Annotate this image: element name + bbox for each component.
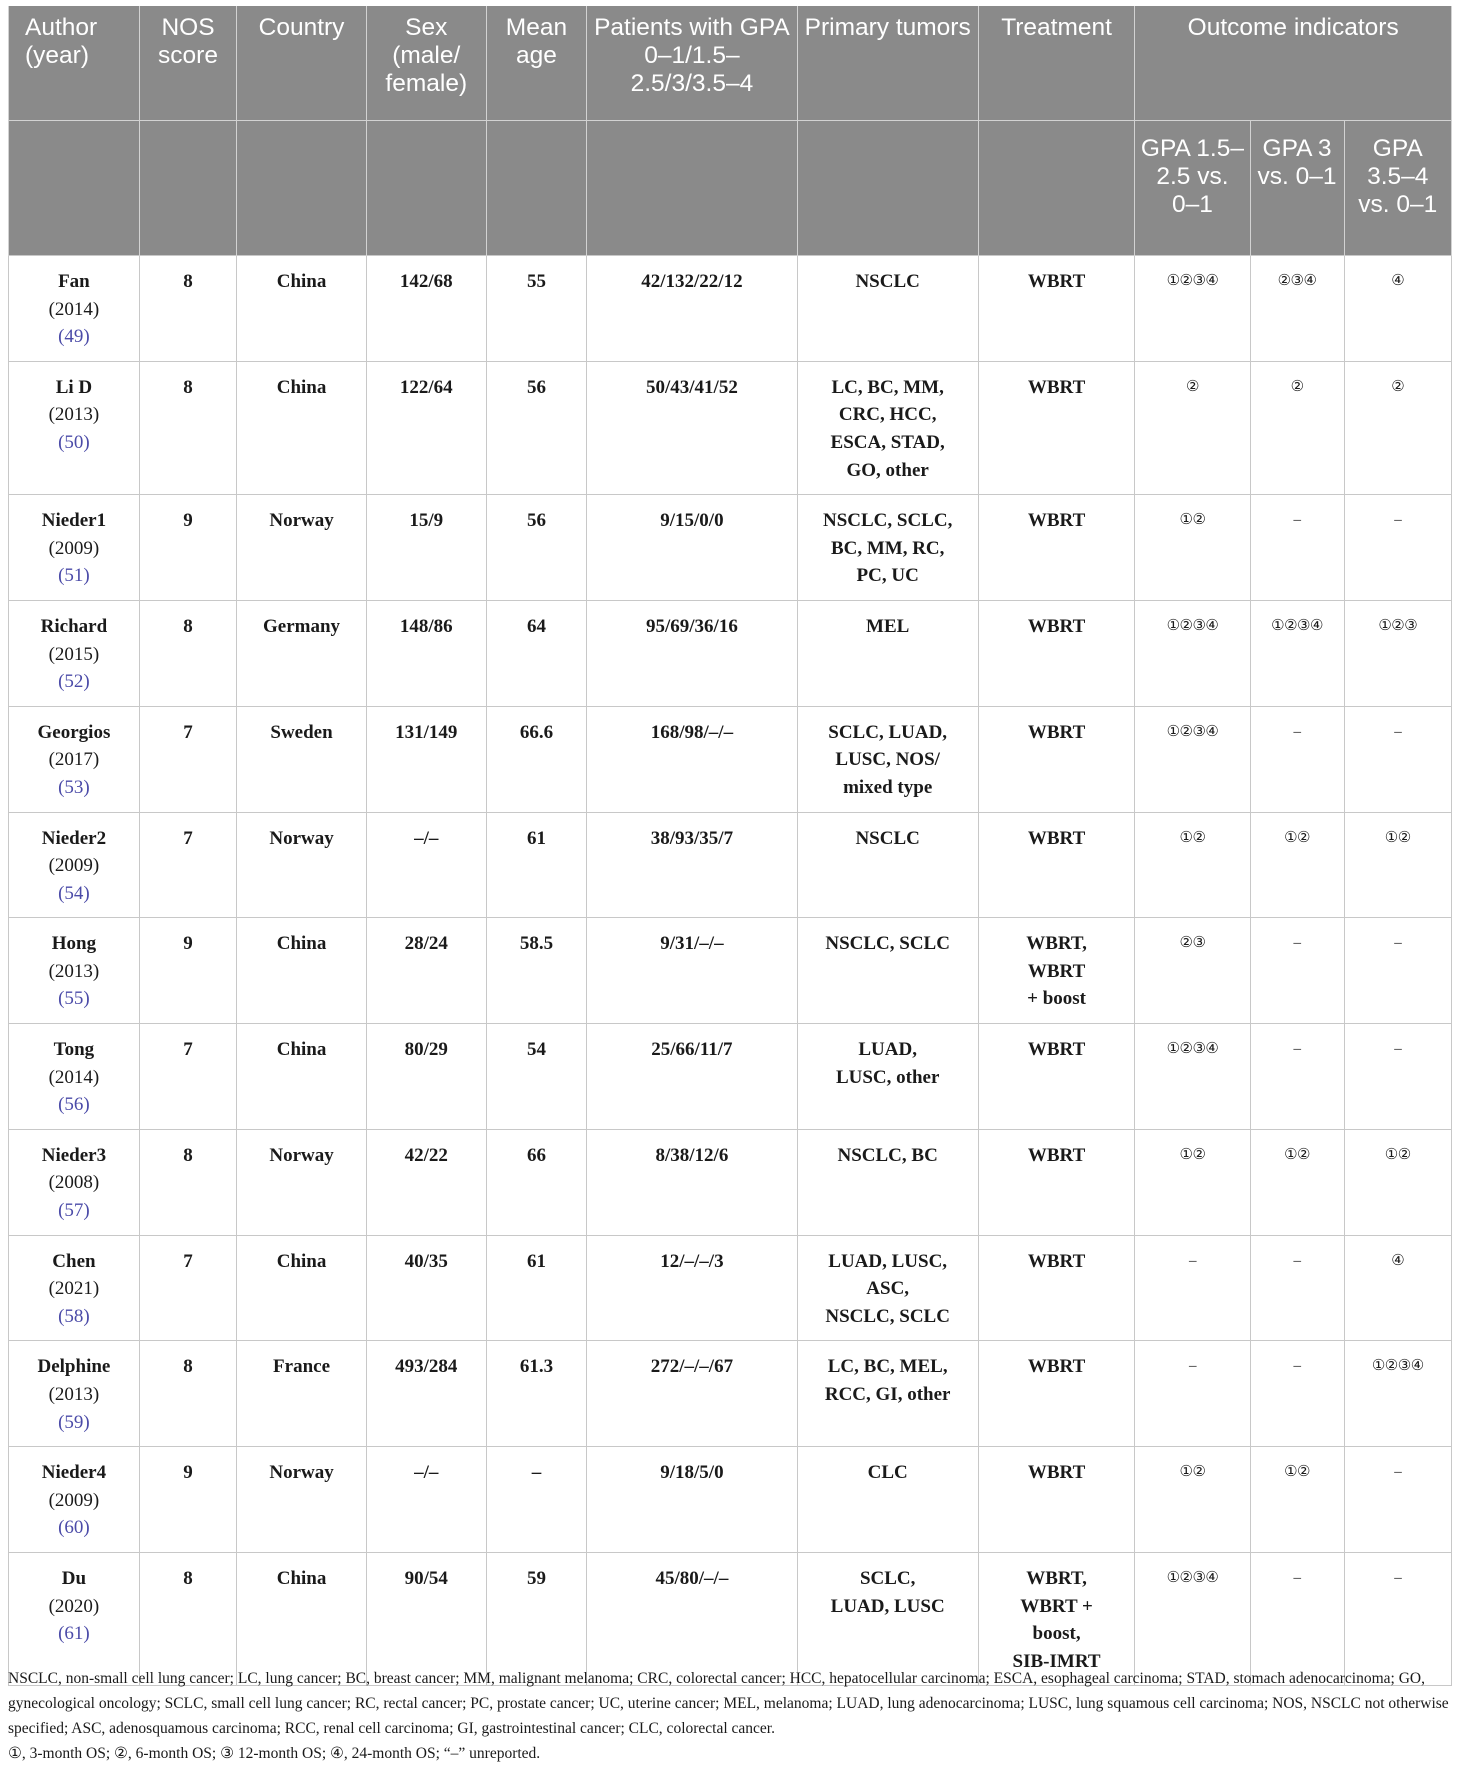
cell-outcome-gpa-3: ②③④ (1250, 256, 1344, 362)
cell-outcome-gpa-3-5-4: ④ (1344, 256, 1451, 362)
header-author: Author (year) (9, 6, 140, 121)
cell-outcome-gpa-1-5-2-5: ①② (1135, 1129, 1250, 1235)
cell-outcome-gpa-3-5-4: ①②③ (1344, 600, 1451, 706)
cell-country: Norway (237, 1129, 367, 1235)
reference-number[interactable]: 58 (64, 1305, 84, 1327)
cell-treatment: WBRT (978, 1235, 1135, 1341)
cell-outcome-gpa-1-5-2-5: ②③ (1135, 918, 1250, 1024)
cell-treatment: WBRT, WBRT + boost, SIB-IMRT (978, 1552, 1135, 1685)
subheader-gpa-1-5-2-5: GPA 1.5– 2.5 vs. 0–1 (1135, 121, 1250, 256)
reference-link[interactable]: (54) (58, 882, 90, 904)
author-year: (2008) (48, 1172, 100, 1194)
cell-sex: 90/54 (366, 1552, 486, 1685)
cell-country: Norway (237, 1447, 367, 1553)
cell-gpa-patients: 45/80/–/– (587, 1552, 797, 1685)
table-body (9, 256, 1452, 1686)
cell-treatment: WBRT (978, 1129, 1135, 1235)
cell-country: Sweden (237, 706, 367, 812)
cell-country: China (237, 361, 367, 494)
cell-nos-score: 8 (139, 256, 236, 362)
reference-number[interactable]: 52 (64, 671, 84, 693)
cell-country: China (237, 1552, 367, 1685)
cell-mean-age: 58.5 (486, 918, 587, 1024)
footnote-abbreviations: NSCLC, non-small cell lung cancer; LC, lung cancer; BC, breast cancer; MM, malignant melanoma; CRC, colorectal cancer; HCC, hepatocellular carcinoma; ESCA, esophageal carcinoma; STAD, stomach adenocarcinoma; GO, gynecological oncology; SCLC, small cell lung cancer; RC, rectal cancer; PC, prostate cancer; UC, uterine cancer; MEL, melanoma; LUAD, lung adenocarcinoma; LUSC, lung squamous cell carcinoma; NOS, NSCLC not otherwise specified; ASC, adenosquamous carcinoma; RCC, renal cell carcinoma; GI, gastrointestinal cancer; CLC, colorectal cancer. (8, 1670, 1449, 1737)
cell-country: Germany (237, 600, 367, 706)
cell-outcome-gpa-3: – (1250, 1552, 1344, 1685)
author-year: (2009) (48, 1489, 100, 1511)
cell-outcome-gpa-3-5-4: ④ (1344, 1235, 1451, 1341)
subheader-gpa-3: GPA 3 vs. 0–1 (1250, 121, 1344, 256)
cell-country: France (237, 1341, 367, 1447)
author-year: (2013) (48, 1384, 100, 1405)
author-name: Nieder3 (41, 1144, 107, 1166)
cell-nos-score: 9 (139, 918, 236, 1024)
header-treatment: Treatment (978, 6, 1135, 121)
cell-outcome-gpa-1-5-2-5: ①②③④ (1135, 1552, 1250, 1685)
cell-gpa-patients: 8/38/12/6 (587, 1129, 797, 1235)
reference-number[interactable]: 55 (64, 988, 84, 1010)
cell-mean-age: 55 (486, 256, 587, 362)
cell-outcome-gpa-3-5-4: – (1344, 1447, 1451, 1553)
cell-nos-score: 8 (139, 1341, 236, 1447)
cell-author (9, 361, 140, 494)
cell-outcome-gpa-3: – (1250, 1024, 1344, 1130)
author-name: Nieder1 (41, 510, 107, 532)
author-name: Nieder2 (41, 827, 107, 849)
reference-link[interactable]: (52) (58, 671, 90, 693)
header-blank (139, 121, 236, 256)
author-year: (2013) (48, 960, 100, 982)
header-blank (237, 121, 367, 256)
reference-number[interactable]: 57 (64, 1200, 84, 1222)
cell-outcome-gpa-1-5-2-5: – (1135, 1235, 1250, 1341)
header-blank (978, 121, 1135, 256)
author-name: Chen (52, 1250, 96, 1272)
cell-primary-tumors: NSCLC (797, 812, 978, 918)
cell-mean-age: 56 (486, 361, 587, 494)
reference-number[interactable]: 60 (64, 1517, 84, 1539)
cell-gpa-patients: 168/98/–/– (587, 706, 797, 812)
table-row (9, 361, 1452, 494)
cell-author (9, 1235, 140, 1341)
cell-treatment: WBRT (978, 600, 1135, 706)
header-mean-age: Mean age (486, 6, 587, 121)
author-name: Nieder4 (41, 1462, 107, 1484)
footnote-legend: ①, 3-month OS; ②, 6-month OS; ③ 12-month OS; ④, 24-month OS; “–” unreported. (8, 1745, 541, 1762)
reference-link[interactable]: (53) (58, 776, 90, 798)
cell-author (9, 256, 140, 362)
cell-mean-age: 54 (486, 1024, 587, 1130)
author-year: (2015) (48, 643, 100, 665)
cell-author (9, 1447, 140, 1553)
author-year: (2021) (48, 1278, 100, 1300)
cell-primary-tumors: NSCLC, SCLC, BC, MM, RC, PC, UC (797, 495, 978, 601)
cell-outcome-gpa-1-5-2-5: ①② (1135, 812, 1250, 918)
cell-outcome-gpa-1-5-2-5: ①②③④ (1135, 256, 1250, 362)
cell-primary-tumors: NSCLC (797, 256, 978, 362)
cell-sex: 15/9 (366, 495, 486, 601)
cell-outcome-gpa-3: ①② (1250, 812, 1344, 918)
cell-sex: 122/64 (366, 361, 486, 494)
cell-nos-score: 7 (139, 706, 236, 812)
cell-outcome-gpa-3: – (1250, 706, 1344, 812)
cell-outcome-gpa-3-5-4: – (1344, 706, 1451, 812)
cell-outcome-gpa-3-5-4: ①②③④ (1344, 1341, 1451, 1447)
cell-gpa-patients: 25/66/11/7 (587, 1024, 797, 1130)
author-year: (2017) (48, 749, 100, 771)
author-year: (2009) (48, 537, 100, 559)
cell-treatment: WBRT (978, 1447, 1135, 1553)
cell-treatment: WBRT (978, 495, 1135, 601)
cell-author (9, 600, 140, 706)
header-blank (9, 121, 140, 256)
reference-number[interactable]: 56 (64, 1094, 84, 1116)
cell-sex: –/– (366, 812, 486, 918)
reference-link[interactable]: (59) (58, 1411, 90, 1433)
table-row (9, 1341, 1452, 1447)
cell-primary-tumors: LUAD, LUSC, ASC, NSCLC, SCLC (797, 1235, 978, 1341)
cell-outcome-gpa-3-5-4: – (1344, 1024, 1451, 1130)
cell-nos-score: 9 (139, 495, 236, 601)
cell-outcome-gpa-1-5-2-5: ①② (1135, 1447, 1250, 1553)
cell-treatment: WBRT (978, 256, 1135, 362)
cell-primary-tumors: LUAD, LUSC, other (797, 1024, 978, 1130)
table-row (9, 918, 1452, 1024)
cell-country: China (237, 1235, 367, 1341)
cell-primary-tumors: MEL (797, 600, 978, 706)
reference-number[interactable]: 61 (64, 1623, 84, 1645)
cell-author (9, 812, 140, 918)
cell-sex: 493/284 (366, 1341, 486, 1447)
cell-mean-age: 66.6 (486, 706, 587, 812)
author-year: (2014) (48, 298, 100, 320)
cell-outcome-gpa-1-5-2-5: – (1135, 1341, 1250, 1447)
cell-sex: 40/35 (366, 1235, 486, 1341)
table-row (9, 1235, 1452, 1341)
table-row (9, 495, 1452, 601)
cell-sex: 142/68 (366, 256, 486, 362)
header-blank (587, 121, 797, 256)
cell-gpa-patients: 9/31/–/– (587, 918, 797, 1024)
header-country: Country (237, 6, 367, 121)
cell-outcome-gpa-3: – (1250, 918, 1344, 1024)
cell-primary-tumors: SCLC, LUAD, LUSC, NOS/ mixed type (797, 706, 978, 812)
cell-author (9, 1129, 140, 1235)
cell-mean-age: 66 (486, 1129, 587, 1235)
cell-outcome-gpa-3-5-4: ② (1344, 361, 1451, 494)
author-name: Du (61, 1567, 87, 1589)
cell-outcome-gpa-3-5-4: ①② (1344, 812, 1451, 918)
cell-mean-age: 61 (486, 1235, 587, 1341)
table-row (9, 812, 1452, 918)
cell-outcome-gpa-1-5-2-5: ①②③④ (1135, 600, 1250, 706)
reference-link[interactable]: (55) (58, 988, 90, 1010)
cell-outcome-gpa-1-5-2-5: ①② (1135, 495, 1250, 601)
table-row (9, 256, 1452, 362)
cell-treatment: WBRT, WBRT + boost (978, 918, 1135, 1024)
author-name: Richard (40, 615, 108, 637)
cell-nos-score: 7 (139, 812, 236, 918)
reference-link[interactable]: (60) (58, 1517, 90, 1539)
reference-link[interactable]: (51) (58, 565, 90, 587)
cell-outcome-gpa-3-5-4: – (1344, 495, 1451, 601)
cell-outcome-gpa-3-5-4: ①② (1344, 1129, 1451, 1235)
reference-number[interactable]: 50 (64, 431, 84, 453)
header-blank (797, 121, 978, 256)
cell-outcome-gpa-3: – (1250, 1235, 1344, 1341)
header-blank (366, 121, 486, 256)
cell-sex: 131/149 (366, 706, 486, 812)
author-year: (2013) (48, 404, 100, 426)
cell-treatment: WBRT (978, 1341, 1135, 1447)
cell-outcome-gpa-3: ①②③④ (1250, 600, 1344, 706)
cell-outcome-gpa-1-5-2-5: ①②③④ (1135, 706, 1250, 812)
cell-outcome-gpa-3: ② (1250, 361, 1344, 494)
cell-author (9, 1341, 140, 1447)
cell-gpa-patients: 272/–/–/67 (587, 1341, 797, 1447)
cell-country: Norway (237, 812, 367, 918)
cell-treatment: WBRT (978, 706, 1135, 812)
cell-author (9, 1024, 140, 1130)
cell-sex: 28/24 (366, 918, 486, 1024)
cell-outcome-gpa-3-5-4: – (1344, 918, 1451, 1024)
reference-link[interactable]: (56) (58, 1094, 90, 1116)
reference-link[interactable]: (49) (58, 326, 90, 348)
subheader-gpa-3-5-4: GPA 3.5–4 vs. 0–1 (1344, 121, 1451, 256)
cell-mean-age: 59 (486, 1552, 587, 1685)
reference-link[interactable]: (58) (58, 1305, 90, 1327)
cell-mean-age: 64 (486, 600, 587, 706)
table-row (9, 1129, 1452, 1235)
author-name: Georgios (37, 721, 111, 743)
table-footnote (8, 1666, 1452, 1766)
cell-nos-score: 8 (139, 1129, 236, 1235)
author-name: Tong (53, 1039, 95, 1061)
header-primary-tumors: Primary tumors (797, 6, 978, 121)
cell-treatment: WBRT (978, 361, 1135, 494)
cell-country: Norway (237, 495, 367, 601)
cell-outcome-gpa-1-5-2-5: ② (1135, 361, 1250, 494)
cell-country: China (237, 1024, 367, 1130)
reference-number[interactable]: 49 (64, 326, 84, 348)
cell-sex: –/– (366, 1447, 486, 1553)
cell-author (9, 918, 140, 1024)
author-name: Hong (51, 933, 97, 955)
cell-outcome-gpa-3: – (1250, 495, 1344, 601)
cell-gpa-patients: 42/132/22/12 (587, 256, 797, 362)
cell-treatment: WBRT (978, 812, 1135, 918)
cell-outcome-gpa-3-5-4: – (1344, 1552, 1451, 1685)
reference-number[interactable]: 59 (64, 1411, 84, 1433)
cell-nos-score: 8 (139, 600, 236, 706)
author-name: Delphine (37, 1356, 111, 1378)
author-year: (2014) (48, 1066, 100, 1088)
reference-number[interactable]: 54 (64, 882, 84, 904)
author-name: Li D (55, 376, 93, 398)
cell-country: China (237, 918, 367, 1024)
cell-country: China (237, 256, 367, 362)
cell-sex: 42/22 (366, 1129, 486, 1235)
cell-mean-age: – (486, 1447, 587, 1553)
cell-outcome-gpa-3: ①② (1250, 1129, 1344, 1235)
table-row (9, 1024, 1452, 1130)
author-name: Fan (58, 271, 90, 292)
table-row (9, 600, 1452, 706)
author-year: (2009) (48, 855, 100, 877)
cell-nos-score: 8 (139, 361, 236, 494)
cell-outcome-gpa-1-5-2-5: ①②③④ (1135, 1024, 1250, 1130)
cell-sex: 148/86 (366, 600, 486, 706)
cell-author (9, 495, 140, 601)
reference-link[interactable]: (57) (58, 1200, 90, 1222)
cell-nos-score: 9 (139, 1447, 236, 1553)
reference-link[interactable]: (61) (58, 1623, 90, 1645)
cell-nos-score: 8 (139, 1552, 236, 1685)
header-blank (486, 121, 587, 256)
cell-primary-tumors: LC, BC, MEL, RCC, GI, other (797, 1341, 978, 1447)
cell-mean-age: 61 (486, 812, 587, 918)
cell-gpa-patients: 50/43/41/52 (587, 361, 797, 494)
author-year: (2020) (48, 1595, 100, 1617)
reference-number[interactable]: 51 (64, 565, 84, 587)
cell-sex: 80/29 (366, 1024, 486, 1130)
cell-nos-score: 7 (139, 1235, 236, 1341)
reference-number[interactable]: 53 (64, 776, 84, 798)
cell-gpa-patients: 9/15/0/0 (587, 495, 797, 601)
study-characteristics-table (8, 6, 1452, 1686)
cell-gpa-patients: 95/69/36/16 (587, 600, 797, 706)
header-sex: Sex (male/ female) (366, 6, 486, 121)
cell-primary-tumors: NSCLC, SCLC (797, 918, 978, 1024)
cell-mean-age: 61.3 (486, 1341, 587, 1447)
header-outcome-indicators: Outcome indicators (1135, 6, 1452, 121)
cell-author (9, 706, 140, 812)
cell-treatment: WBRT (978, 1024, 1135, 1130)
cell-primary-tumors: SCLC, LUAD, LUSC (797, 1552, 978, 1685)
cell-gpa-patients: 9/18/5/0 (587, 1447, 797, 1553)
header-nos-score: NOS score (139, 6, 236, 121)
cell-primary-tumors: CLC (797, 1447, 978, 1553)
table-row (9, 1447, 1452, 1553)
cell-primary-tumors: NSCLC, BC (797, 1129, 978, 1235)
cell-gpa-patients: 12/–/–/3 (587, 1235, 797, 1341)
cell-outcome-gpa-3: – (1250, 1341, 1344, 1447)
cell-outcome-gpa-3: ①② (1250, 1447, 1344, 1553)
cell-gpa-patients: 38/93/35/7 (587, 812, 797, 918)
cell-mean-age: 56 (486, 495, 587, 601)
reference-link[interactable]: (50) (58, 431, 90, 453)
header-gpa-patients: Patients with GPA 0–1/1.5–2.5/3/3.5–4 (587, 6, 797, 121)
cell-primary-tumors: LC, BC, MM, CRC, HCC, ESCA, STAD, GO, other (797, 361, 978, 494)
table-row (9, 706, 1452, 812)
cell-nos-score: 7 (139, 1024, 236, 1130)
